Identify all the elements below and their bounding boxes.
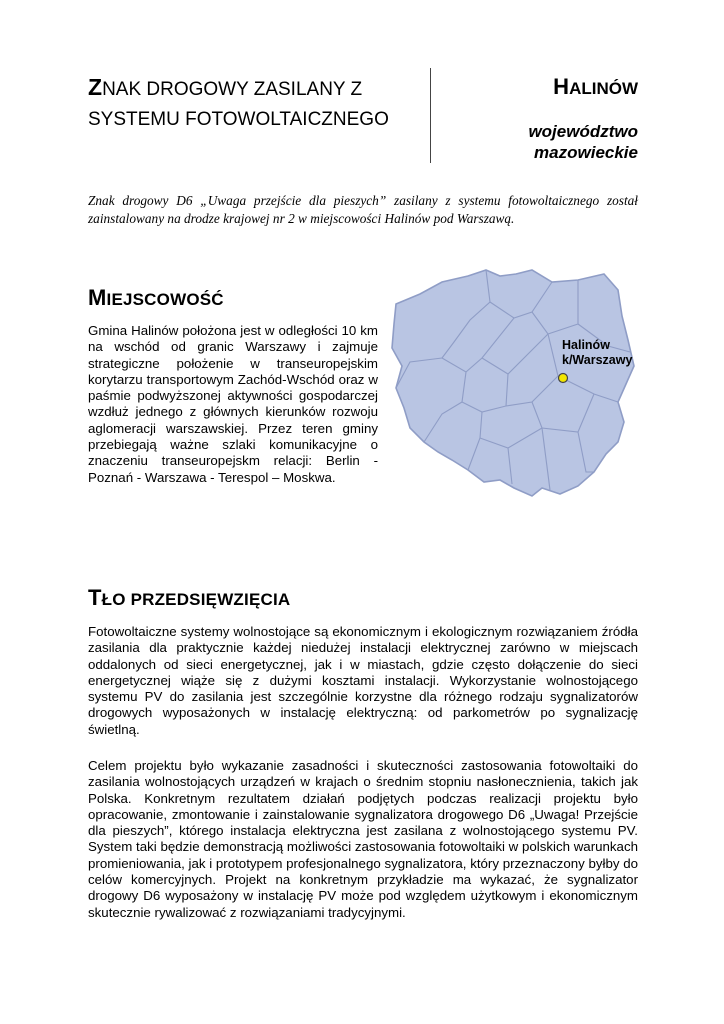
halinow-location-marker: [559, 374, 568, 383]
heading-text: IEJSCOWOŚĆ: [106, 290, 224, 309]
map-label-qualifier: k/Warszawy: [562, 353, 633, 367]
location-paragraph: Gmina Halinów położona jest w odległości 10 km na wschód od granic Warszawy i zajmuje strategiczne położenie w transeuropejskim korytarzu transportowym Zachód-Wschód oraz w paśmie podwyższonej aktywności gospodarczej wzdłuż jednego z głównych kierunków rozwoju aglomeracji warszawskiej. Przez teren gminy przebiegają ważne szlaki komunikacyjne o znaczeniu transeuropejskm relacji: Berlin - Poznań - Warszawa - Terespol – Moskwa.: [88, 323, 378, 485]
document-title: [88, 72, 418, 135]
poland-map-image: [382, 262, 644, 502]
background-paragraph-1: Fotowoltaiczne systemy wolnostojące są ekonomicznym i ekologicznym rozwiązaniem źródła zasilania dla praktycznie każdej niedużej instalacji elektrycznej zarówno w miejscach oddalonych od sieci energetycznej, jak i w miastach, gdzie często dołączenie do sieci energetycznej wiąże się z dużymi kosztami instalacji. Wykorzystanie wolnostojącego systemu PV do zasilania jest szczególnie korzystne dla różnego rodzaju sygnalizatorów drogowych wyposażonych w instalację elektryczną: od parkometrów po sygnalizację świetlną.: [88, 624, 638, 737]
poland-outline: [392, 270, 634, 496]
header-divider: [430, 68, 431, 163]
heading-initial: T: [88, 585, 102, 610]
location-name: [553, 74, 638, 100]
title-initial: Z: [88, 74, 103, 100]
title-text: NAK DROGOWY ZASILANY Z SYSTEMU FOTOWOLTAICZNEGO: [88, 79, 389, 130]
region-name: województwo mazowieckie: [528, 122, 638, 162]
map-label: [562, 338, 632, 368]
section-heading-location: [88, 285, 224, 311]
map-label-town: Halinów: [562, 338, 610, 352]
heading-initial: M: [88, 285, 107, 310]
background-paragraph-2: Celem projektu było wykazanie zasadności i skuteczności zastosowania fotowoltaiki do zasilania wolnostojących urządzeń w krajach o średnim stopniu nasłonecznienia, takich jak Polska. Konkretnym rezultatem działań podjętych podczas realizacji projektu było opracowanie, zmontowanie i zainstalowanie sygnalizatora drogowego D6 „Uwaga! Przejście dla pieszych”, którego instalacja elektryczna jest zasilana z wolnostojącego systemu PV. System taki będzie demonstracją możliwości zastosowania fotowoltaiki w polskich warunkach promieniowania, jak i prototypem profesjonalnego sygnalizatora, który przeznaczony byłby do celów komercyjnych. Projekt na konkretnym przykładzie ma wykazać, że sygnalizator drogowy D6 wyposażony w instalację PV może pod względem użytkowym i ekonomicznym skutecznie rywalizować z rozwiązaniami tradycyjnymi.: [88, 758, 638, 920]
location-initial: H: [553, 74, 570, 99]
location-text: ALINÓW: [569, 79, 638, 98]
heading-text: ŁO PRZEDSIĘWZIĘCIA: [101, 590, 291, 609]
section-heading-background: [88, 585, 290, 611]
intro-paragraph: Znak drogowy D6 „Uwaga przejście dla pieszych” zasilany z systemu fotowoltaicznego został zainstalowany na drodze krajowej nr 2 w miejscowości Halinów pod Warszawą.: [88, 193, 638, 226]
